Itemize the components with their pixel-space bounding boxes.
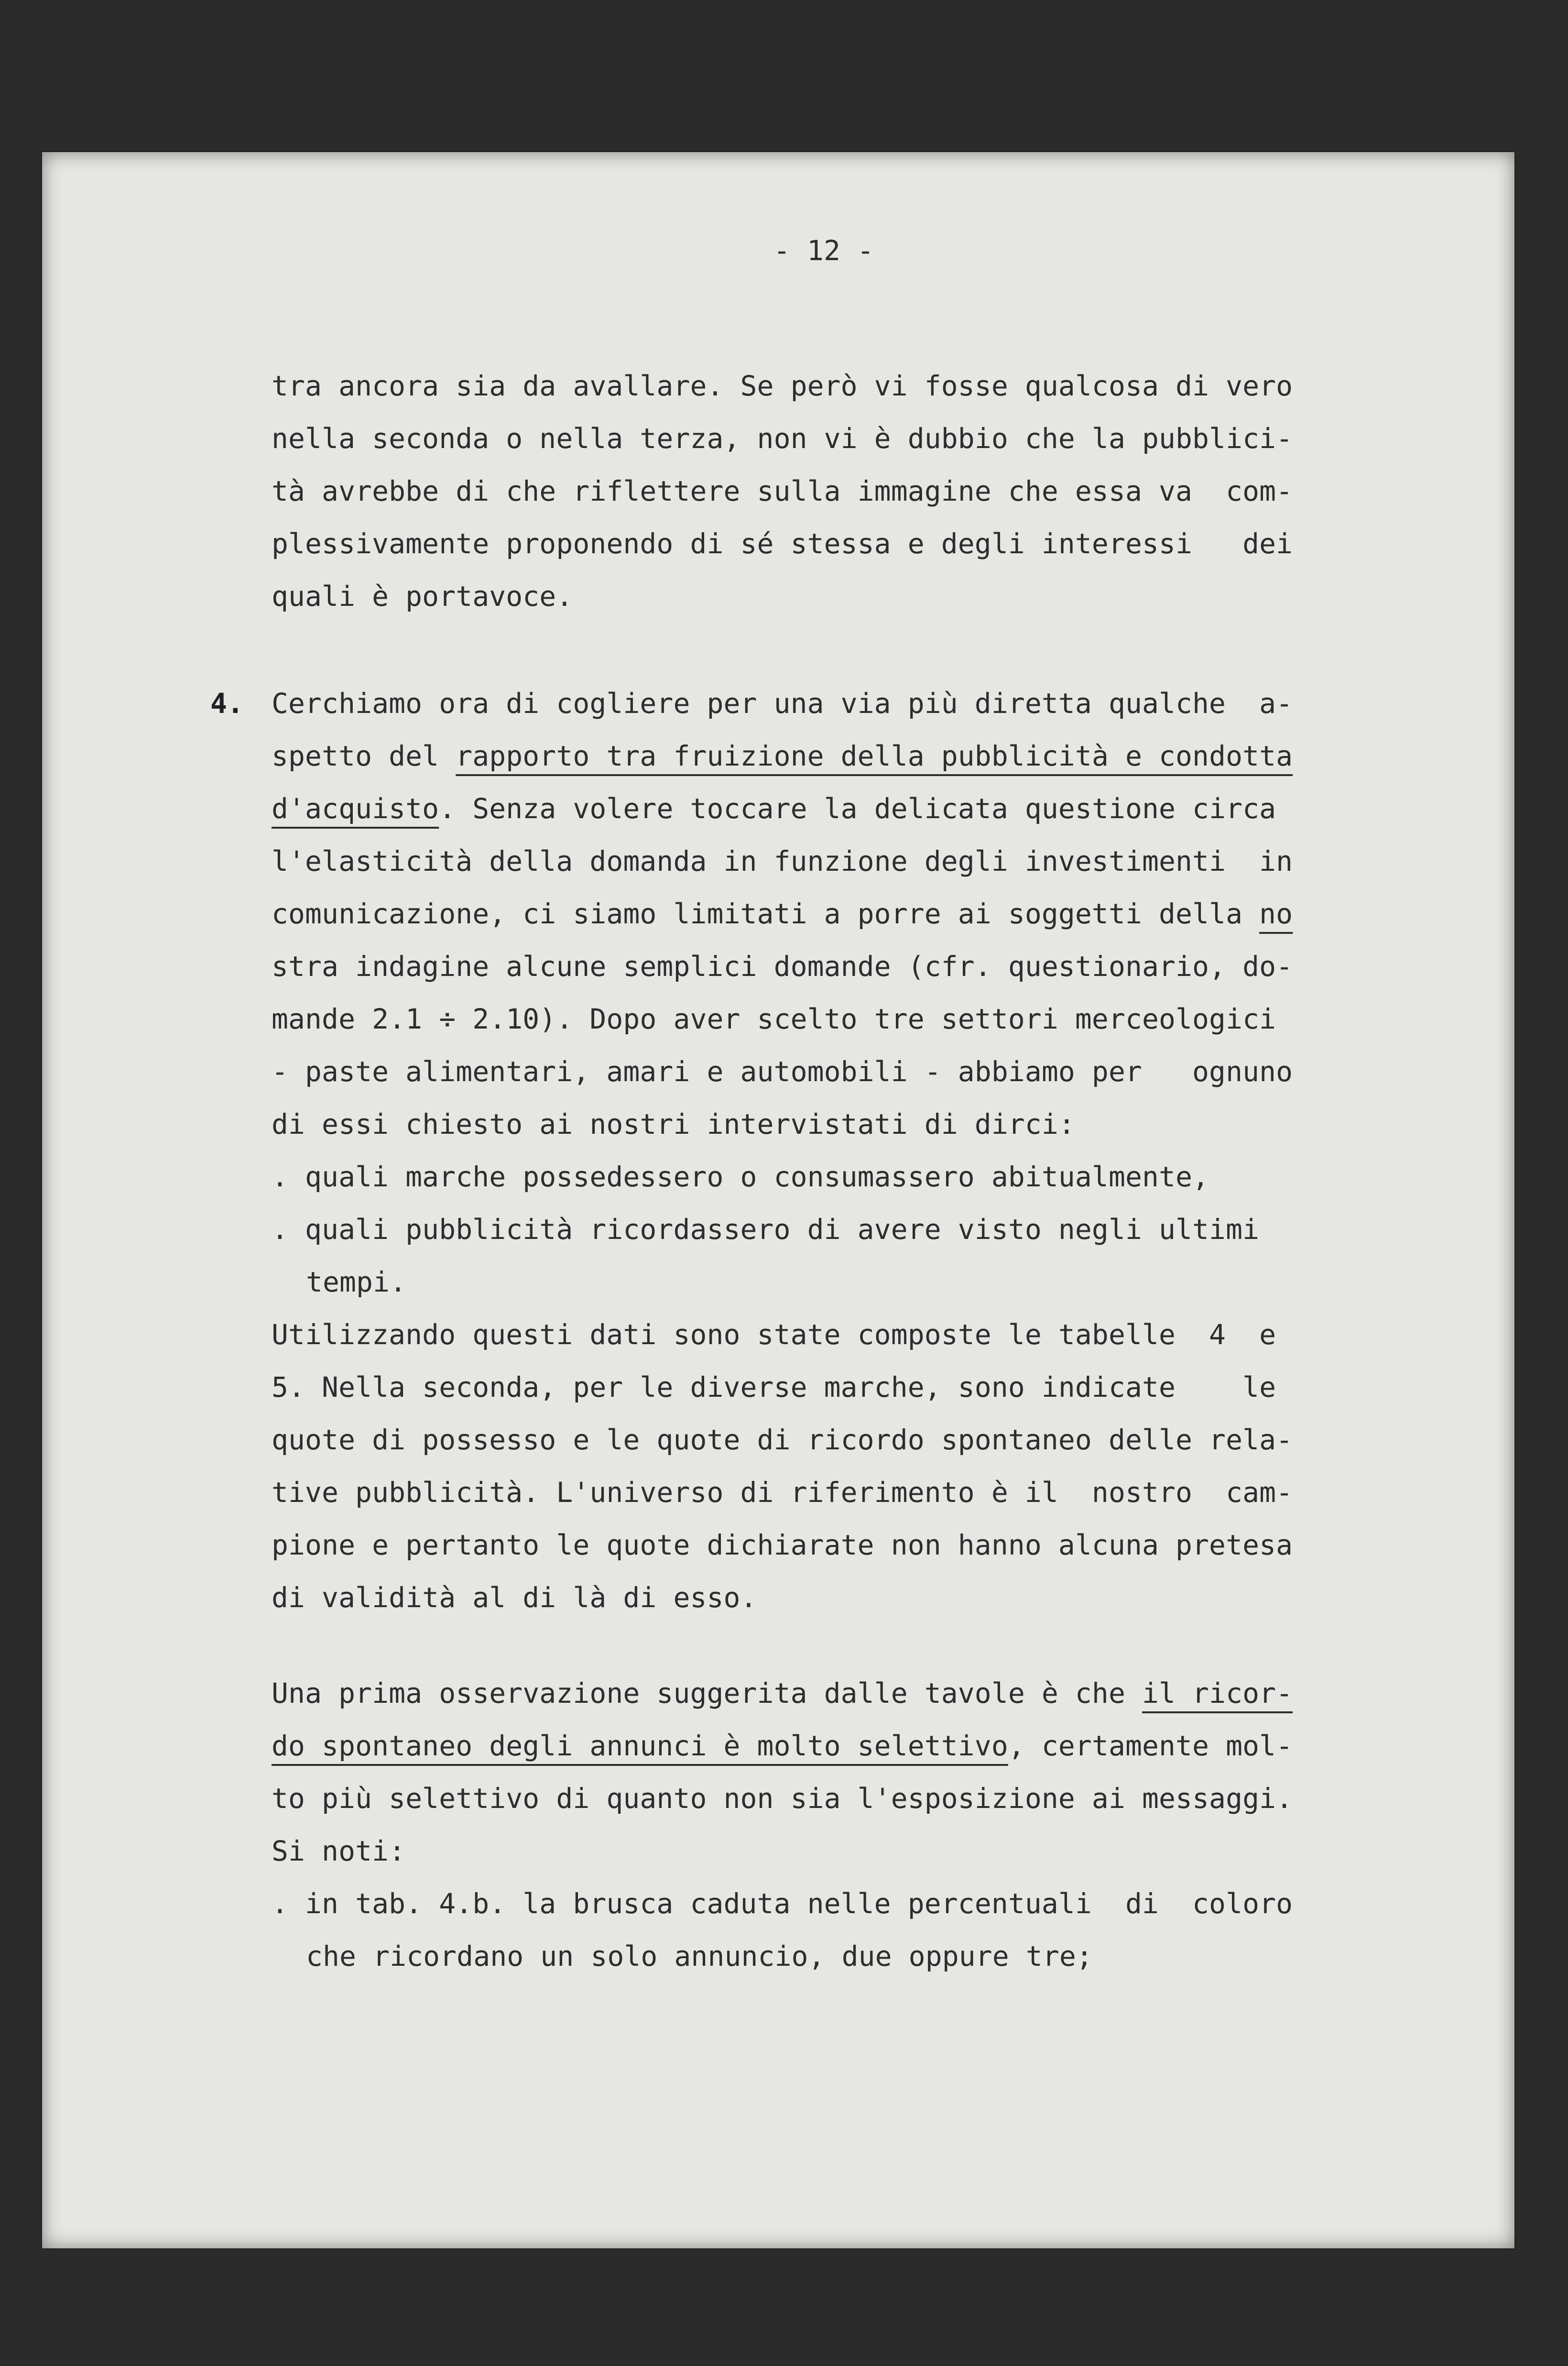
text-line — [272, 900, 1293, 928]
text-segment: spetto del — [272, 740, 456, 772]
section-number: 4. — [210, 687, 244, 720]
underlined-phrase: d'acquisto — [272, 792, 439, 825]
text-line: 5. Nella seconda, per le diverse marche, sono indicate le — [272, 1371, 1276, 1403]
typewritten-page — [42, 152, 1514, 2248]
text-segment: comunicazione, ci siamo limitati a porre ai soggetti della — [272, 898, 1260, 930]
text-line: tà avrebbe di che riflettere sulla immagine che essa va com- — [272, 475, 1293, 507]
text-segment: , certamente mol- — [1008, 1730, 1293, 1762]
text-line: Si noti: — [272, 1835, 406, 1867]
text-line: to più selettivo di quanto non sia l'esposizione ai messaggi. — [272, 1782, 1293, 1815]
text-segment: Una prima osservazione suggerita dalle tavole è che — [272, 1677, 1142, 1709]
bullet-line: . quali marche possedessero o consumassero abitualmente, — [272, 1161, 1209, 1193]
text-line: quali è portavoce. — [272, 580, 573, 613]
text-line: di validità al di là di esso. — [272, 1581, 757, 1614]
text-line: l'elasticità della domanda in funzione degli investimenti in — [272, 845, 1293, 877]
text-line: tive pubblicità. L'universo di riferimento è il nostro cam- — [272, 1476, 1293, 1509]
underlined-phrase: do spontaneo degli annunci è molto selettivo — [272, 1730, 1008, 1762]
text-line: - paste alimentari, amari e automobili - abbiamo per ognuno — [272, 1055, 1293, 1088]
text-line: tra ancora sia da avallare. Se però vi fosse qualcosa di vero — [272, 370, 1293, 402]
text-line: tempi. — [306, 1266, 407, 1298]
text-line — [272, 742, 1293, 770]
text-line: stra indagine alcune semplici domande (cfr. questionario, do- — [272, 950, 1293, 983]
text-line — [272, 792, 1276, 825]
text-line: nella seconda o nella terza, non vi è dubbio che la pubblici- — [272, 422, 1293, 455]
underlined-phrase: no — [1259, 898, 1293, 930]
underlined-phrase: rapporto tra fruizione della pubblicità e condotta — [456, 740, 1293, 772]
bullet-line: . in tab. 4.b. la brusca caduta nelle percentuali di coloro — [272, 1887, 1293, 1920]
text-line: pione e pertanto le quote dichiarate non hanno alcuna pretesa — [272, 1529, 1293, 1561]
text-line: Cerchiamo ora di cogliere per una via più diretta qualche a- — [272, 687, 1293, 720]
underlined-phrase: il ricor- — [1142, 1677, 1293, 1709]
text-line: che ricordano un solo annuncio, due oppure tre; — [306, 1940, 1093, 1972]
text-line: di essi chiesto ai nostri intervistati di dirci: — [272, 1108, 1075, 1140]
page-number: - 12 - — [773, 234, 874, 267]
text-line: Utilizzando questi dati sono state composte le tabelle 4 e — [272, 1318, 1276, 1351]
bullet-line: . quali pubblicità ricordassero di avere visto negli ultimi — [272, 1213, 1260, 1246]
text-segment: . Senza volere toccare la delicata questione circa — [439, 792, 1276, 825]
text-line: mande 2.1 ÷ 2.10). Dopo aver scelto tre settori merceologici — [272, 1003, 1276, 1035]
text-line: plessivamente proponendo di sé stessa e degli interessi dei — [272, 527, 1293, 560]
text-line — [272, 1679, 1293, 1707]
text-line — [272, 1732, 1293, 1760]
text-line: quote di possesso e le quote di ricordo spontaneo delle rela- — [272, 1424, 1293, 1456]
